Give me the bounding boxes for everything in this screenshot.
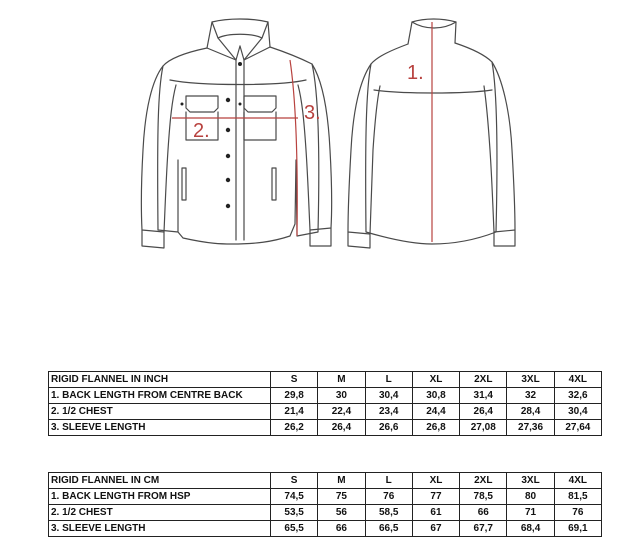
- measure-label-3: 3.: [304, 102, 321, 124]
- table-cell: 27,64: [554, 420, 601, 436]
- size-table-inch: [48, 371, 602, 436]
- size-header: 2XL: [460, 372, 507, 388]
- table-cell: 56: [318, 505, 365, 521]
- table-cell: 65,5: [271, 521, 318, 537]
- table-cell: 75: [318, 489, 365, 505]
- table-cell: 27,08: [460, 420, 507, 436]
- table-header-row: [49, 372, 602, 388]
- size-header: XL: [412, 473, 459, 489]
- size-header: 4XL: [554, 473, 601, 489]
- measure-label-1: 1.: [407, 62, 424, 84]
- table-cell: 30,4: [554, 404, 601, 420]
- size-header: L: [365, 473, 412, 489]
- table-title: RIGID FLANNEL IN INCH: [49, 372, 271, 388]
- row-label: 1. BACK LENGTH FROM HSP: [49, 489, 271, 505]
- size-table-cm: [48, 472, 602, 537]
- table-cell: 61: [412, 505, 459, 521]
- table-cell: 26,4: [460, 404, 507, 420]
- table-cell: 30,4: [365, 388, 412, 404]
- table-cell: 53,5: [271, 505, 318, 521]
- table-cell: 30,8: [412, 388, 459, 404]
- table-cell: 66: [318, 521, 365, 537]
- size-header: M: [318, 473, 365, 489]
- size-header: S: [271, 372, 318, 388]
- table-header-row: [49, 473, 602, 489]
- table-cell: 24,4: [412, 404, 459, 420]
- size-header: 4XL: [554, 372, 601, 388]
- table-cell: 31,4: [460, 388, 507, 404]
- row-label: 1. BACK LENGTH FROM CENTRE BACK: [49, 388, 271, 404]
- table-cell: 23,4: [365, 404, 412, 420]
- table-row: [49, 404, 602, 420]
- table-cell: 67,7: [460, 521, 507, 537]
- table-cell: 30: [318, 388, 365, 404]
- measurement-lines: [172, 22, 432, 242]
- table-cell: 26,2: [271, 420, 318, 436]
- table-cell: 32,6: [554, 388, 601, 404]
- table-cell: 29,8: [271, 388, 318, 404]
- table-cell: 69,1: [554, 521, 601, 537]
- table-cell: 80: [507, 489, 554, 505]
- table-row: [49, 521, 602, 537]
- size-header: 3XL: [507, 372, 554, 388]
- measure-label-2: 2.: [193, 120, 210, 142]
- row-label: 3. SLEEVE LENGTH: [49, 521, 271, 537]
- table-row: [49, 388, 602, 404]
- row-label: 2. 1/2 CHEST: [49, 505, 271, 521]
- size-header: M: [318, 372, 365, 388]
- table-cell: 26,6: [365, 420, 412, 436]
- size-header: 2XL: [460, 473, 507, 489]
- table-cell: 26,8: [412, 420, 459, 436]
- size-header: 3XL: [507, 473, 554, 489]
- table-row: [49, 420, 602, 436]
- table-cell: 21,4: [271, 404, 318, 420]
- table-cell: 76: [554, 505, 601, 521]
- table-cell: 28,4: [507, 404, 554, 420]
- table-cell: 68,4: [507, 521, 554, 537]
- row-label: 2. 1/2 CHEST: [49, 404, 271, 420]
- table-cell: 66,5: [365, 521, 412, 537]
- shirt-front-view: [141, 19, 331, 248]
- size-header: XL: [412, 372, 459, 388]
- table-cell: 22,4: [318, 404, 365, 420]
- table-cell: 27,36: [507, 420, 554, 436]
- table-cell: 32: [507, 388, 554, 404]
- table-cell: 66: [460, 505, 507, 521]
- table-cell: 67: [412, 521, 459, 537]
- table-cell: 58,5: [365, 505, 412, 521]
- table-cell: 76: [365, 489, 412, 505]
- table-cell: 26,4: [318, 420, 365, 436]
- row-label: 3. SLEEVE LENGTH: [49, 420, 271, 436]
- size-header: S: [271, 473, 318, 489]
- table-row: [49, 505, 602, 521]
- table-cell: 81,5: [554, 489, 601, 505]
- table-cell: 77: [412, 489, 459, 505]
- table-cell: 74,5: [271, 489, 318, 505]
- table-title: RIGID FLANNEL IN CM: [49, 473, 271, 489]
- size-header: L: [365, 372, 412, 388]
- table-cell: 71: [507, 505, 554, 521]
- table-row: [49, 489, 602, 505]
- table-cell: 78,5: [460, 489, 507, 505]
